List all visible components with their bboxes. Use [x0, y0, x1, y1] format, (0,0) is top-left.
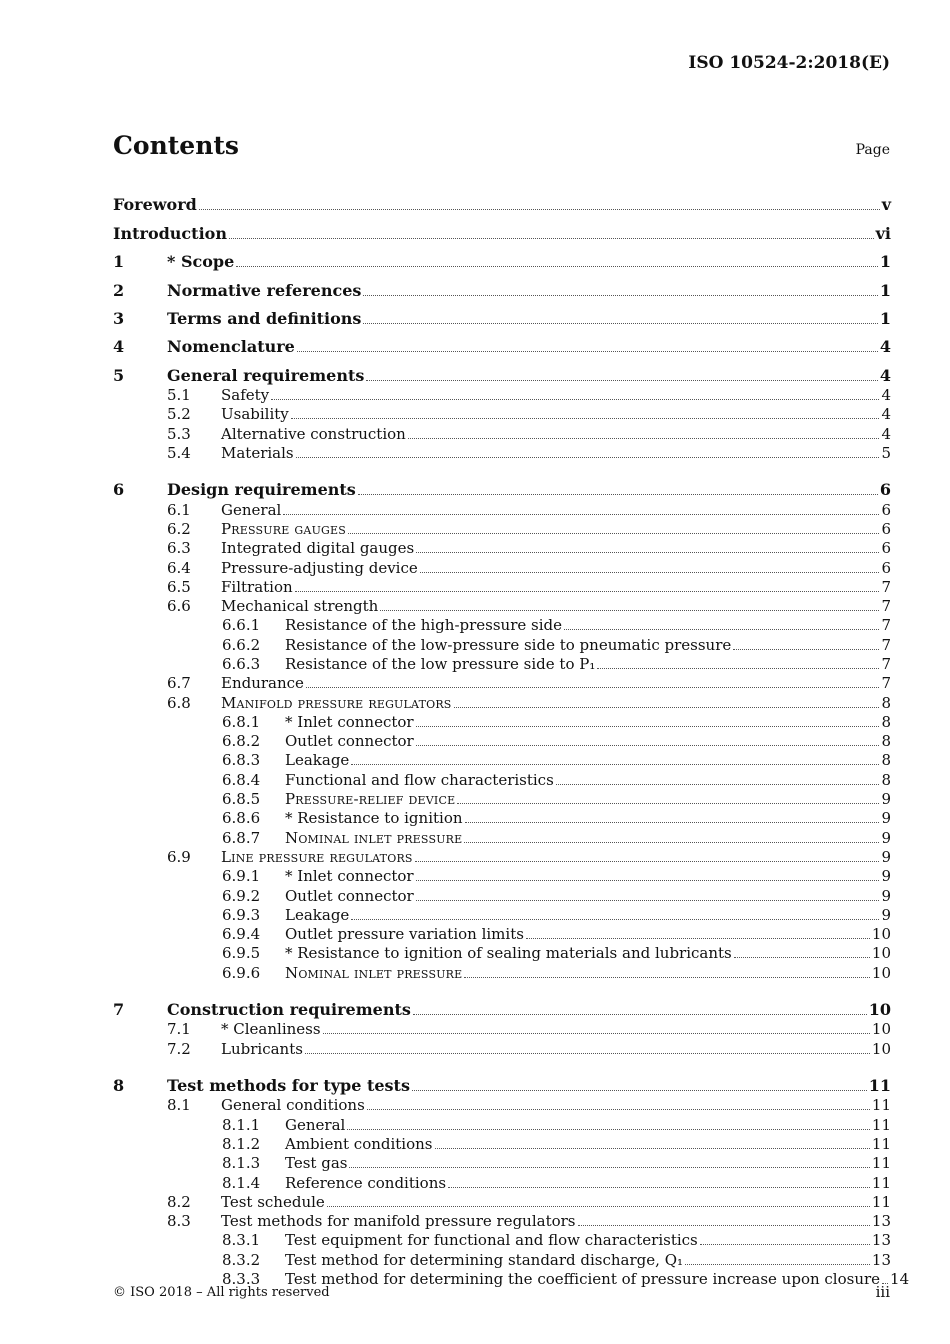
toc-entry-page: 11: [871, 1115, 891, 1134]
toc-entry-title: Test method for determining standard discharge, Q₁: [285, 1250, 683, 1269]
toc-entry[interactable]: [113, 443, 891, 462]
toc-entry-title: Manifold pressure regulators: [221, 693, 452, 712]
toc-entry-number: 5.3: [167, 424, 191, 443]
toc-entry-title: Line pressure regulators: [221, 847, 413, 866]
toc-entry[interactable]: [113, 557, 891, 576]
dot-leader: [358, 494, 878, 495]
toc-entry-page: 4: [879, 337, 891, 357]
toc-entry-number: 6.9: [167, 847, 191, 866]
toc-entry-title: Lubricants: [221, 1039, 303, 1058]
toc-entry[interactable]: [113, 1095, 891, 1114]
toc-entry-title: Test equipment for functional and flow characteristics: [285, 1231, 698, 1250]
toc-entry-page: 1: [879, 252, 891, 272]
toc-entry-number: 6.8.6: [222, 809, 261, 828]
toc-entry[interactable]: [113, 827, 891, 846]
toc-entry-page: 11: [871, 1096, 891, 1115]
toc-entry-number: 8.3.1: [222, 1231, 261, 1250]
toc-entry-number: 6.8.4: [222, 770, 261, 789]
toc-entry-page: 10: [868, 1000, 891, 1020]
toc-entry-number: 6.9.6: [222, 963, 261, 982]
toc-entry[interactable]: [113, 356, 891, 384]
toc-entry[interactable]: [113, 731, 891, 750]
toc-entry-title: Outlet connector: [285, 886, 414, 905]
dot-leader: [327, 1206, 870, 1207]
toc-entry[interactable]: [113, 808, 891, 827]
copyright-notice: © ISO 2018 – All rights reserved: [113, 1285, 330, 1300]
toc-entry[interactable]: [113, 519, 891, 538]
toc-entry-title: Design requirements: [167, 480, 356, 500]
toc-entry-number: 5.4: [167, 443, 191, 462]
toc-entry-title: Test method for determining the coefficient of pressure increase upon closure: [285, 1270, 881, 1289]
toc-entry-title: General: [221, 500, 282, 519]
dot-leader: [685, 1264, 870, 1265]
toc-entry-number: 6.4: [167, 558, 191, 577]
toc-entry-page: 7: [881, 616, 891, 635]
toc-entry-number: 2: [113, 280, 125, 300]
toc-entry-page: 11: [871, 1154, 891, 1173]
toc-entry-title: Mechanical strength: [221, 597, 379, 616]
dot-leader: [416, 900, 880, 901]
toc-entry[interactable]: [113, 692, 891, 711]
toc-entry-number: 8.1.3: [222, 1154, 261, 1173]
toc-entry[interactable]: [113, 634, 891, 653]
toc-entry-title: Materials: [221, 443, 294, 462]
dot-leader: [367, 1109, 870, 1110]
toc-entry-title: Resistance of the low-pressure side to pneumatic pressure: [285, 635, 732, 654]
toc-entry-page: 10: [871, 1039, 891, 1058]
toc-entry-number: 6.7: [167, 674, 191, 693]
toc-entry[interactable]: [113, 847, 891, 866]
toc-entry-number: 6.1: [167, 500, 191, 519]
dot-leader: [236, 266, 878, 267]
toc-entry-number: 6.8.5: [222, 790, 261, 809]
toc-entry-number: 6.8.2: [222, 732, 261, 751]
dot-leader: [464, 842, 879, 843]
dot-leader: [700, 1244, 870, 1245]
toc-entry-page: 11: [871, 1173, 891, 1192]
dot-leader: [271, 399, 879, 400]
toc-entry-title: Endurance: [221, 674, 304, 693]
toc-entry-number: 5.2: [167, 405, 191, 424]
toc-entry-number: 6.6: [167, 597, 191, 616]
table-of-contents: [113, 186, 910, 1289]
dot-leader: [229, 238, 874, 239]
toc-entry-number: 5.1: [167, 386, 191, 405]
toc-entry-number: 4: [113, 337, 125, 357]
toc-entry-page: 10: [871, 963, 891, 982]
toc-entry-title: Terms and definitions: [167, 308, 362, 328]
toc-entry-title: Construction requirements: [167, 1000, 411, 1020]
toc-entry[interactable]: [113, 1134, 891, 1153]
toc-entry-number: 6.6.1: [222, 616, 261, 635]
toc-entry-title: Outlet pressure variation limits: [285, 925, 524, 944]
toc-entry-number: 8.3.2: [222, 1250, 261, 1269]
toc-entry-number: 8: [113, 1076, 125, 1096]
dot-leader: [416, 552, 879, 553]
toc-entry-number: 6.9.1: [222, 867, 261, 886]
toc-entry-title: * Inlet connector: [285, 712, 414, 731]
toc-entry-number: 6.9.5: [222, 944, 261, 963]
dot-leader: [465, 822, 880, 823]
toc-entry-title: Filtration: [221, 577, 293, 596]
toc-entry-page: 7: [881, 635, 891, 654]
toc-entry-page: 10: [871, 925, 891, 944]
toc-entry-page: 5: [881, 443, 891, 462]
toc-entry[interactable]: [113, 423, 891, 442]
toc-entry[interactable]: [113, 866, 891, 885]
toc-entry-title: * Cleanliness: [221, 1020, 321, 1039]
toc-entry-page: 1: [879, 308, 891, 328]
toc-entry-page: 8: [881, 693, 891, 712]
toc-entry[interactable]: [113, 1211, 891, 1230]
toc-entry-page: 8: [881, 770, 891, 789]
dot-leader: [578, 1225, 870, 1226]
toc-entry-number: 8.3: [167, 1212, 191, 1231]
page-number: iii: [875, 1283, 890, 1301]
toc-entry-page: 8: [881, 732, 891, 751]
toc-entry-title: Alternative construction: [221, 424, 406, 443]
dot-leader: [415, 861, 880, 862]
toc-entry-title: Leakage: [285, 751, 350, 770]
toc-entry-title: General conditions: [221, 1096, 365, 1115]
toc-entry[interactable]: [113, 243, 891, 271]
page-column-label: Page: [855, 142, 890, 158]
dot-leader: [416, 726, 880, 727]
toc-entry[interactable]: [113, 991, 891, 1019]
toc-entry[interactable]: [113, 214, 891, 242]
toc-entry-number: 6.9.3: [222, 905, 261, 924]
toc-entry[interactable]: [113, 499, 891, 518]
toc-entry-page: 6: [881, 500, 891, 519]
dot-leader: [733, 649, 879, 650]
toc-entry-number: 6.2: [167, 519, 191, 538]
toc-entry-number: 8.1.4: [222, 1173, 261, 1192]
toc-entry-page: 13: [871, 1231, 891, 1250]
toc-entry[interactable]: [113, 750, 891, 769]
toc-entry-title: Integrated digital gauges: [221, 539, 415, 558]
dot-leader: [416, 880, 880, 881]
dot-leader: [351, 764, 879, 765]
toc-entry-title: Test methods for manifold pressure regulators: [221, 1212, 576, 1231]
toc-entry[interactable]: [113, 905, 891, 924]
toc-entry[interactable]: [113, 1038, 891, 1057]
dot-leader: [412, 1090, 867, 1091]
toc-entry-page: 11: [868, 1076, 891, 1096]
toc-entry-page: 9: [881, 886, 891, 905]
dot-leader: [413, 1014, 867, 1015]
toc-entry-title: Ambient conditions: [285, 1135, 433, 1153]
toc-entry-title: Resistance of the high-pressure side: [285, 616, 563, 635]
dot-leader: [416, 745, 880, 746]
toc-entry-number: 7.2: [167, 1039, 191, 1058]
toc-entry-page: 14: [890, 1270, 910, 1289]
toc-entry-title: * Inlet connector: [285, 867, 414, 886]
toc-entry-number: 7: [113, 1000, 125, 1020]
dot-leader: [296, 457, 880, 458]
toc-entry-page: 7: [881, 674, 891, 693]
toc-entry-title: Introduction: [113, 223, 227, 243]
toc-entry[interactable]: [113, 1249, 891, 1268]
toc-entry[interactable]: [113, 538, 891, 557]
toc-entry-title: Functional and flow characteristics: [285, 770, 554, 789]
dot-leader: [380, 610, 879, 611]
dot-leader: [564, 629, 879, 630]
toc-entry[interactable]: [113, 300, 891, 328]
toc-entry[interactable]: [113, 1230, 891, 1249]
toc-entry[interactable]: [113, 673, 891, 692]
toc-entry-page: vi: [875, 223, 891, 243]
dot-leader: [597, 668, 879, 669]
toc-entry-page: 8: [881, 712, 891, 731]
toc-entry-title: Nominal inlet pressure: [285, 963, 463, 982]
dot-leader: [305, 1053, 870, 1054]
toc-entry-title: Normative references: [167, 280, 362, 300]
toc-entry-number: 6.8: [167, 693, 191, 712]
toc-entry-number: 6.8.1: [222, 712, 261, 731]
toc-entry-title: Pressure gauges: [221, 519, 346, 538]
toc-entry-number: 8.1.1: [222, 1115, 261, 1134]
toc-entry-title: General requirements: [167, 365, 365, 385]
toc-entry-number: 6.3: [167, 539, 191, 558]
toc-entry-title: General: [285, 1115, 346, 1134]
dot-leader: [323, 1033, 870, 1034]
toc-entry-title: Test gas: [285, 1154, 348, 1173]
toc-entry-page: 4: [881, 405, 891, 424]
toc-entry-number: 6.9.2: [222, 886, 261, 905]
toc-entry-page: 9: [881, 809, 891, 828]
toc-entry[interactable]: [113, 271, 891, 299]
dot-leader: [306, 687, 880, 688]
toc-entry-number: 6.8.7: [222, 828, 261, 847]
dot-leader: [408, 438, 880, 439]
dot-leader: [435, 1148, 870, 1149]
toc-entry[interactable]: [113, 943, 891, 962]
toc-entry[interactable]: [113, 769, 891, 788]
toc-entry[interactable]: [113, 328, 891, 356]
toc-entry-page: 7: [881, 577, 891, 596]
dot-leader: [556, 784, 880, 785]
dot-leader: [448, 1187, 870, 1188]
toc-entry-page: 4: [881, 424, 891, 443]
dot-leader: [464, 977, 870, 978]
toc-entry-page: 13: [871, 1250, 891, 1269]
toc-entry-title: Test schedule: [221, 1192, 325, 1211]
toc-entry-title: * Scope: [167, 252, 235, 272]
toc-entry-number: 6.5: [167, 577, 191, 596]
toc-entry-page: 10: [871, 1020, 891, 1039]
toc-entry[interactable]: [113, 654, 891, 673]
dot-leader: [363, 295, 877, 296]
toc-entry-page: 1: [879, 280, 891, 300]
toc-entry[interactable]: [113, 712, 891, 731]
toc-entry-title: Pressure-relief device: [285, 790, 456, 809]
toc-entry[interactable]: [113, 1153, 891, 1172]
toc-entry-title: Reference conditions: [285, 1173, 447, 1192]
toc-entry[interactable]: [113, 615, 891, 634]
dot-leader: [347, 1129, 870, 1130]
toc-entry-page: 6: [879, 480, 891, 500]
toc-entry[interactable]: [113, 596, 891, 615]
toc-entry-title: * Resistance to ignition of sealing materials and lubricants: [285, 944, 732, 963]
toc-entry[interactable]: [113, 1192, 891, 1211]
dot-leader: [199, 209, 880, 210]
toc-entry-number: 6.8.3: [222, 751, 261, 770]
toc-entry-title: Usability: [221, 405, 289, 424]
toc-entry-page: 13: [871, 1212, 891, 1231]
toc-entry-page: 4: [881, 386, 891, 405]
toc-entry-title: Nomenclature: [167, 337, 295, 357]
dot-leader: [366, 380, 878, 381]
toc-entry[interactable]: [113, 789, 891, 808]
toc-entry-page: 8: [881, 751, 891, 770]
document-id: ISO 10524-2:2018(E): [688, 53, 890, 73]
toc-entry-page: 6: [881, 539, 891, 558]
toc-entry-title: Foreword: [113, 195, 197, 215]
toc-entry-page: 9: [881, 790, 891, 809]
toc-entry-number: 8.1.2: [222, 1135, 261, 1153]
toc-entry-number: 8.1: [167, 1096, 191, 1115]
dot-leader: [420, 572, 880, 573]
toc-entry[interactable]: [113, 404, 891, 423]
toc-entry-title: Pressure-adjusting device: [221, 558, 418, 577]
dot-leader: [454, 707, 880, 708]
toc-entry-page: 6: [881, 558, 891, 577]
toc-entry[interactable]: [113, 471, 891, 499]
toc-entry[interactable]: [113, 1172, 891, 1191]
toc-entry-title: Test methods for type tests: [167, 1076, 410, 1096]
toc-entry[interactable]: [113, 924, 891, 943]
dot-leader: [297, 351, 878, 352]
dot-leader: [734, 957, 870, 958]
toc-entry-number: 8.3.3: [222, 1270, 261, 1289]
toc-entry-number: 6.6.3: [222, 654, 261, 673]
dot-leader: [351, 919, 879, 920]
dot-leader: [283, 514, 879, 515]
toc-entry-title: * Resistance to ignition: [285, 809, 463, 828]
toc-entry[interactable]: [113, 1019, 891, 1038]
toc-entry-number: 1: [113, 252, 125, 272]
toc-entry[interactable]: [113, 885, 891, 904]
toc-entry-page: 9: [881, 867, 891, 886]
toc-entry-page: 11: [871, 1135, 891, 1153]
toc-entry-page: 11: [871, 1192, 891, 1211]
page-title: Contents: [113, 131, 240, 160]
toc-entry-number: 3: [113, 308, 125, 328]
toc-entry-page: 9: [881, 847, 891, 866]
toc-entry-page: 10: [871, 944, 891, 963]
dot-leader: [291, 418, 880, 419]
toc-entry-number: 7.1: [167, 1020, 191, 1039]
toc-entry[interactable]: [113, 385, 891, 404]
dot-leader: [457, 803, 879, 804]
toc-entry[interactable]: [113, 1114, 891, 1133]
dot-leader: [295, 591, 880, 592]
toc-entry-title: Resistance of the low pressure side to P₁: [285, 654, 596, 673]
toc-entry[interactable]: [113, 1067, 891, 1095]
toc-entry-page: 4: [879, 365, 891, 385]
dot-leader: [526, 938, 870, 939]
toc-entry-page: v: [881, 195, 891, 215]
toc-entry-page: 9: [881, 828, 891, 847]
toc-entry-page: 9: [881, 905, 891, 924]
toc-entry-title: Nominal inlet pressure: [285, 828, 463, 847]
toc-entry-number: 6.9.4: [222, 925, 261, 944]
toc-entry[interactable]: [113, 186, 891, 214]
dot-leader: [349, 1167, 869, 1168]
toc-entry[interactable]: [113, 577, 891, 596]
toc-entry-title: Outlet connector: [285, 732, 414, 751]
toc-entry-title: Leakage: [285, 905, 350, 924]
dot-leader: [348, 533, 879, 534]
toc-entry-number: 8.2: [167, 1192, 191, 1211]
toc-entry-number: 5: [113, 365, 125, 385]
toc-entry-page: 6: [881, 519, 891, 538]
toc-entry-page: 7: [881, 597, 891, 616]
dot-leader: [363, 323, 877, 324]
toc-entry-title: Safety: [221, 386, 270, 405]
toc-entry-number: 6.6.2: [222, 635, 261, 654]
toc-entry-number: 6: [113, 480, 125, 500]
toc-entry[interactable]: [113, 962, 891, 981]
toc-entry-page: 7: [881, 654, 891, 673]
